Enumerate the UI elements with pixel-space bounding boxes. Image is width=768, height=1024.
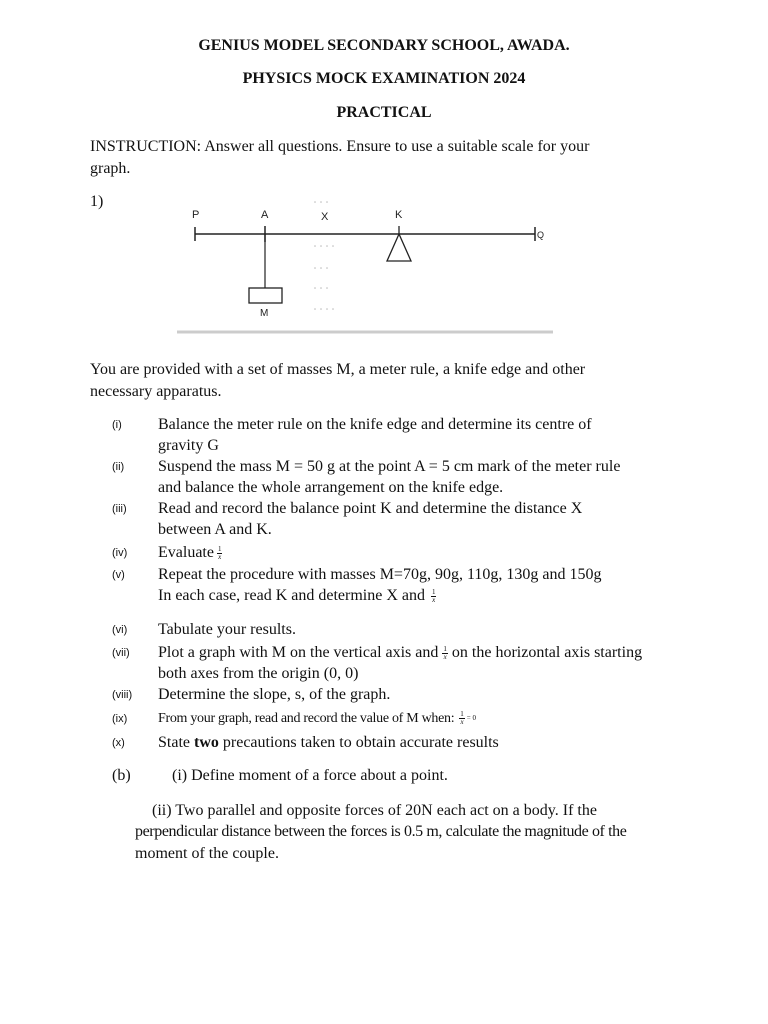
label-x: X — [321, 211, 329, 223]
item-i-line-1: Balance the meter rule on the knife edge and determine its centre of — [158, 416, 592, 433]
part-b-ii-line-2: perpendicular distance between the forces is 0.5 m, calculate the magnitude of the — [135, 823, 627, 840]
item-ix-text: From your graph, read and record the value of M when: — [158, 711, 455, 726]
item-vii-text-b: on the horizontal axis starting — [451, 644, 643, 661]
item-iv-line — [158, 544, 222, 562]
item-ix-tail: = 0 — [466, 714, 476, 723]
meter-rule-diagram — [175, 198, 555, 338]
instruction-line-2: graph. — [90, 160, 131, 177]
intro-line-1: You are provided with a set of masses M, a meter rule, a knife edge and other — [90, 361, 586, 378]
label-k: K — [395, 209, 403, 221]
part-b-ii-line-3: moment of the couple. — [135, 845, 279, 862]
item-ii-line-1: Suspend the mass M = 50 g at the point A = 5 cm mark of the meter rule — [158, 458, 621, 475]
item-i-number: (i) — [112, 419, 122, 431]
school-name: GENIUS MODEL SECONDARY SCHOOL, AWADA. — [198, 37, 570, 54]
part-b-label: (b) — [112, 767, 131, 784]
item-v-number: (v) — [112, 569, 125, 581]
fraction-denominator: x — [443, 652, 447, 661]
item-vii-number: (vii) — [112, 647, 130, 659]
part-b-ii-line-1: (ii) Two parallel and opposite forces of 20N each act on a body. If the — [152, 802, 597, 819]
item-ii-number: (ii) — [112, 461, 125, 473]
item-viii-line: Determine the slope, s, of the graph. — [158, 686, 391, 703]
item-vii-text-a: Plot a graph with M on the vertical axis and — [158, 644, 439, 661]
part-b-i: (i) Define moment of a force about a point. — [172, 767, 448, 784]
fraction-denominator: x — [218, 552, 222, 561]
item-ix-number: (ix) — [112, 713, 128, 725]
item-v-line-2 — [158, 587, 436, 605]
fraction-numerator: 1 — [443, 644, 447, 653]
item-vii-line-1 — [158, 644, 642, 662]
fraction-one-over-x — [431, 589, 437, 604]
item-iii-number: (iii) — [112, 503, 127, 515]
label-a: A — [261, 209, 269, 221]
label-m: M — [260, 308, 269, 319]
fraction-denominator: x — [460, 717, 464, 726]
item-vi-number: (vi) — [112, 624, 128, 636]
item-i-line-2: gravity G — [158, 437, 219, 454]
item-iii-line-2: between A and K. — [158, 521, 272, 538]
fraction-one-over-x — [217, 546, 223, 561]
intro-line-2: necessary apparatus. — [90, 383, 222, 400]
item-x-emphasis: two — [194, 734, 219, 751]
item-vi-line: Tabulate your results. — [158, 621, 296, 638]
fraction-numerator: 1 — [460, 709, 464, 718]
item-x-text-c: precautions taken to obtain accurate results — [222, 734, 499, 751]
item-iv-text: Evaluate — [158, 544, 214, 561]
fraction-denominator: x — [432, 595, 436, 604]
item-x-line — [158, 734, 499, 752]
fraction-numerator: 1 — [431, 587, 436, 596]
item-v-line-2-text: In each case, read K and determine X and — [158, 587, 425, 604]
label-p: P — [192, 209, 200, 221]
item-ii-line-2: and balance the whole arrangement on the knife edge. — [158, 479, 504, 496]
fraction-one-over-x — [442, 646, 448, 661]
item-vii-line-2: both axes from the origin (0, 0) — [158, 665, 359, 682]
item-x-text-a: State — [158, 734, 190, 751]
question-number: 1) — [90, 193, 104, 210]
item-iii-line-1: Read and record the balance point K and determine the distance X — [158, 500, 583, 517]
item-viii-number: (viii) — [112, 689, 133, 701]
item-v-line-1: Repeat the procedure with masses M=70g, 90g, 110g, 130g and 150g — [158, 566, 602, 583]
instruction-line-1: INSTRUCTION: Answer all questions. Ensure to use a suitable scale for your — [90, 138, 590, 155]
exam-title: PHYSICS MOCK EXAMINATION 2024 — [242, 70, 526, 87]
fraction-numerator: 1 — [217, 544, 222, 553]
label-q: Q — [537, 230, 545, 240]
paper-title: PRACTICAL — [336, 104, 432, 121]
fraction-one-over-x — [459, 711, 465, 726]
item-iv-number: (iv) — [112, 547, 128, 559]
item-x-number: (x) — [112, 737, 125, 749]
item-ix-line — [158, 709, 476, 727]
